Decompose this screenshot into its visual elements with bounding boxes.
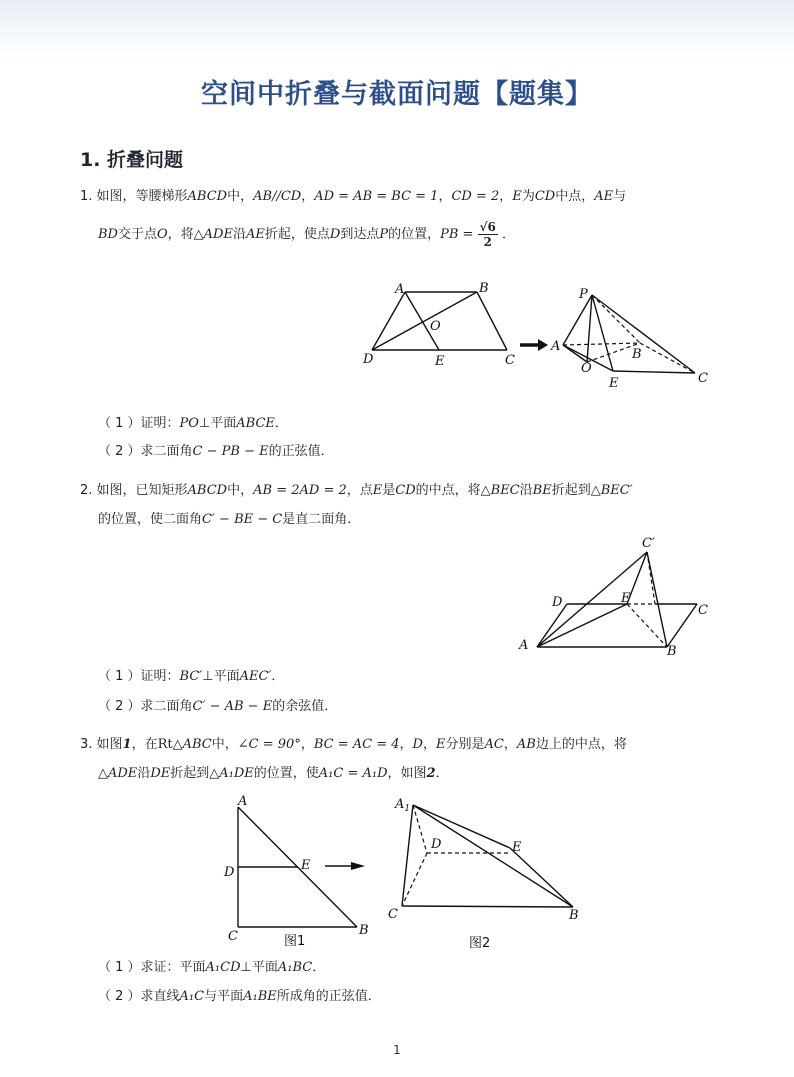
label-A-right: A	[551, 339, 561, 354]
label-E-left: E	[435, 354, 445, 369]
math-run: CD	[534, 189, 556, 204]
math-run: E	[372, 483, 383, 498]
math-run: ABCD	[187, 189, 228, 204]
text-run: 边上的中点，将	[535, 737, 627, 752]
label-D-left: D	[363, 352, 374, 367]
problem-1-figure	[355, 275, 720, 395]
math-run: Rt	[157, 737, 173, 752]
fig2-label-C: C	[388, 907, 398, 922]
text-run: ，将△	[167, 227, 204, 242]
text-run: 中，	[227, 483, 254, 498]
math-run: A₁DE	[219, 766, 254, 781]
label-B-right: B	[632, 347, 642, 362]
problem-2-figure	[515, 535, 715, 660]
text-run: 与平面	[204, 989, 244, 1004]
problem-3-question-1	[98, 958, 325, 978]
text-run: 所成角的正弦值．	[276, 989, 381, 1004]
fig2-label-B: B	[569, 908, 579, 923]
math-run: BEC	[490, 483, 520, 498]
math-run: ABCD	[187, 483, 228, 498]
text-run: ，	[300, 737, 314, 752]
label-B-left: B	[479, 281, 489, 296]
label-E-right: E	[609, 376, 619, 391]
label-C: C	[698, 603, 708, 618]
problem-3-question-2	[98, 987, 381, 1007]
math-run: A₁CD	[205, 960, 241, 975]
math-run: ABC	[182, 737, 212, 752]
fig2-caption: 图2	[469, 936, 491, 951]
text-run: 的中点，将△	[415, 483, 491, 498]
label-O-right: O	[581, 361, 592, 376]
fig1-label-E: E	[301, 858, 311, 873]
section-heading: 1. 折叠问题	[80, 149, 184, 171]
math-run: AB//CD	[253, 189, 302, 204]
problem-2-line-2	[98, 510, 360, 530]
fig1-label-D: D	[224, 865, 235, 880]
text-run: ，	[503, 737, 517, 752]
label-E: E	[621, 591, 631, 606]
math-run: ABCE	[236, 416, 275, 431]
problem-1-question-1	[98, 414, 288, 434]
text-run: （ 2 ）求二面角	[98, 699, 193, 714]
text-run: 的正弦值．	[268, 444, 334, 459]
math-run: D	[412, 737, 423, 752]
math-run: A₁BC	[277, 960, 313, 975]
math-run: AEC′	[239, 669, 272, 684]
text-run: 折起到△	[170, 766, 220, 781]
text-run: ，点	[346, 483, 373, 498]
problem-1-line-2	[98, 220, 515, 249]
text-run: ，	[422, 737, 436, 752]
text-run: ，	[499, 189, 513, 204]
text-run: ，	[399, 737, 413, 752]
text-run: ，	[438, 189, 452, 204]
math-run: E	[435, 737, 446, 752]
text-run: ．	[271, 669, 285, 684]
math-run: C − PB − E	[192, 444, 269, 459]
problem-2-question-1	[98, 667, 284, 687]
math-run: BD	[98, 227, 118, 242]
label-C-left: C	[505, 353, 515, 368]
text-run: 分别是	[445, 737, 485, 752]
math-run: AB = 2AD = 2	[253, 483, 347, 498]
math-run: 2	[426, 766, 436, 781]
text-run: ，在	[131, 737, 158, 752]
text-run: ．	[274, 416, 288, 431]
text-run: 2. 如图，已知矩形	[80, 483, 188, 498]
label-Cprime: C′	[642, 536, 655, 551]
text-run: 与	[613, 189, 627, 204]
text-run: 中，	[211, 737, 238, 752]
page-title: 空间中折叠与截面问题【题集】	[201, 79, 593, 110]
math-run: D	[329, 227, 341, 242]
math-run: ADE	[108, 766, 138, 781]
fraction-pb	[478, 220, 498, 249]
text-run: 的位置，使	[253, 766, 319, 781]
problem-3-line-2	[98, 764, 449, 784]
text-run: 折起到△	[551, 483, 601, 498]
problem-3-line-1	[80, 735, 627, 755]
text-run: （ 1 ）求证：平面	[98, 960, 206, 975]
text-run: 为	[521, 189, 535, 204]
math-run: PO	[179, 416, 199, 431]
math-run: AE	[594, 189, 614, 204]
fig1-label-A: A	[238, 794, 248, 809]
math-run: PB =	[440, 227, 478, 242]
math-run: CD = 2	[451, 189, 500, 204]
math-run: 1	[122, 737, 132, 752]
text-run: 的位置，	[388, 227, 441, 242]
math-run: A₁C = A₁D	[318, 766, 388, 781]
text-run: 1. 如图，等腰梯形	[80, 189, 188, 204]
math-run: AC	[484, 737, 504, 752]
math-run: AD = AB = BC = 1	[314, 189, 439, 204]
problem-3-figures	[215, 790, 605, 955]
text-run: △	[172, 737, 183, 752]
math-run: E	[512, 189, 522, 204]
problem-1-question-2	[98, 442, 334, 462]
text-run: （ 2 ）求二面角	[98, 444, 193, 459]
text-run: 中，	[227, 189, 254, 204]
math-run: BC′	[179, 669, 203, 684]
text-run: （ 1 ）证明：	[98, 416, 180, 431]
problem-1-line-1	[80, 187, 626, 207]
text-run: （ 2 ）求直线	[98, 989, 180, 1004]
math-run: ADE	[203, 227, 233, 242]
label-A: A	[519, 638, 529, 653]
text-run: 到达点	[340, 227, 380, 242]
text-run: 中点，	[555, 189, 595, 204]
text-run: 折起，使点	[264, 227, 330, 242]
math-run: BE	[532, 483, 552, 498]
fig1-label-B: B	[359, 923, 369, 938]
math-run: P	[379, 227, 389, 242]
math-run: BC = AC = 4	[313, 737, 400, 752]
text-run: ．	[435, 766, 449, 781]
label-O-left: O	[430, 319, 441, 334]
text-run: ⊥平面	[198, 416, 237, 431]
fig2-label-E: E	[512, 840, 522, 855]
label-B: B	[667, 644, 677, 659]
text-run: 是直二面角．	[282, 512, 361, 527]
label-C-right: C	[698, 371, 708, 386]
text-run: ，	[301, 189, 315, 204]
math-run: A₁BE	[243, 989, 277, 1004]
math-run: ∠C = 90°	[237, 737, 301, 752]
text-run: ⊥平面	[240, 960, 278, 975]
fraction-numerator: √6	[479, 220, 496, 234]
text-run: 的余弦值．	[272, 699, 338, 714]
header-band	[0, 0, 794, 60]
text-run: ．	[312, 960, 326, 975]
problem-1-line-2-end: ．	[501, 227, 515, 242]
fig2-label-A1-sub: 1	[404, 804, 411, 814]
text-run: ，如图	[387, 766, 427, 781]
fig1-caption: 图1	[284, 934, 306, 949]
fig2-label-A1	[394, 797, 410, 814]
math-run: BEC′	[600, 483, 633, 498]
label-A-left: A	[395, 282, 405, 297]
text-run: 沿	[232, 227, 246, 242]
text-run: ⊥平面	[202, 669, 240, 684]
label-P-right: P	[579, 287, 588, 302]
text-run: 沿	[137, 766, 151, 781]
page-number: 1	[393, 1043, 401, 1057]
problem-2-question-2	[98, 697, 337, 717]
math-run: AB	[516, 737, 536, 752]
math-run: CD	[395, 483, 416, 498]
text-run: 3. 如图	[80, 737, 123, 752]
math-run: AE	[246, 227, 265, 242]
problem-2-line-1	[80, 481, 633, 501]
math-run: C′ − AB − E	[192, 699, 273, 714]
fig2-label-A1-main: A	[395, 797, 405, 812]
math-run: DE	[150, 766, 171, 781]
math-run: A₁C	[179, 989, 205, 1004]
text-run: 的位置，使二面角	[98, 512, 203, 527]
text-run: 是	[382, 483, 396, 498]
fraction-denominator: 2	[483, 235, 492, 249]
math-run: O	[157, 227, 168, 242]
text-run: 沿	[519, 483, 533, 498]
fig2-label-D: D	[431, 837, 442, 852]
text-run: △	[98, 766, 108, 781]
math-run: C′ − BE − C	[202, 512, 283, 527]
label-D: D	[552, 595, 563, 610]
text-run: 交于点	[117, 227, 157, 242]
text-run: （ 1 ）证明：	[98, 669, 180, 684]
problem-1-line-2-runs	[98, 227, 478, 242]
fig1-label-C: C	[228, 929, 238, 944]
